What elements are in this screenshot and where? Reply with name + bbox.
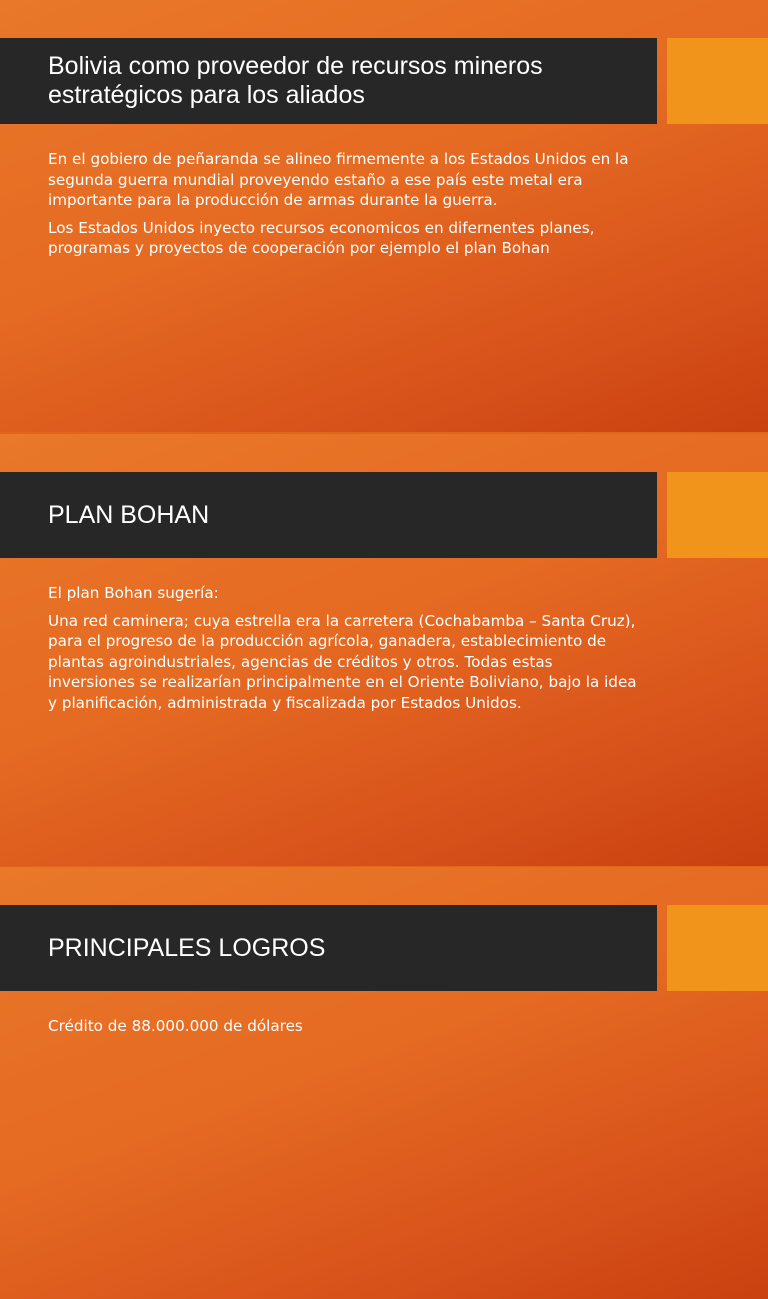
slide-3-body — [48, 1016, 638, 1044]
slide-2-paragraph-1: El plan Bohan sugería: — [48, 584, 219, 602]
slide-1-paragraph-1: En el gobiero de peñaranda se alineo firmemente a los Estados Unidos en la segunda guerra mundial proveyendo estaño a ese país este metal era importante para la producción de armas durante la guerra. — [48, 150, 629, 210]
slide-2-paragraph-2: Una red caminera; cuya estrella era la carretera (Cochabamba – Santa Cruz), para el progreso de la producción agrícola, ganadera, establecimiento de plantas agroindustriales, agencias de créditos y otros. Todas estas inversiones se realizarían principalmente en el Oriente Boliviano, bajo la idea y planificación, administrada y fiscalizada por Estados Unidos. — [48, 611, 637, 712]
slide-2-accent-block — [667, 472, 768, 558]
slide-3-title: PRINCIPALES LOGROS — [48, 933, 326, 962]
slide-1-title-bar — [0, 38, 657, 124]
slide-1 — [0, 0, 768, 432]
slide-1-paragraph-2: Los Estados Unidos inyecto recursos economicos en difernentes planes, programas y proyectos de cooperación por ejemplo el plan Bohan — [48, 218, 595, 258]
slide-2 — [0, 434, 768, 866]
slide-2-body — [48, 583, 638, 721]
slide-2-title-bar — [0, 472, 657, 558]
slide-2-title: PLAN BOHAN — [48, 500, 210, 529]
slide-3-bullet-1: Crédito de 88.000.000 de dólares — [48, 1017, 303, 1035]
slide-3-title-bar — [0, 905, 657, 991]
slide-1-accent-block — [667, 38, 768, 124]
slide-3-accent-block — [667, 905, 768, 991]
slide-1-title: Bolivia como proveedor de recursos mineros estratégicos para los aliados — [48, 52, 543, 109]
slide-3 — [0, 867, 768, 1299]
slide-1-body — [48, 149, 638, 266]
